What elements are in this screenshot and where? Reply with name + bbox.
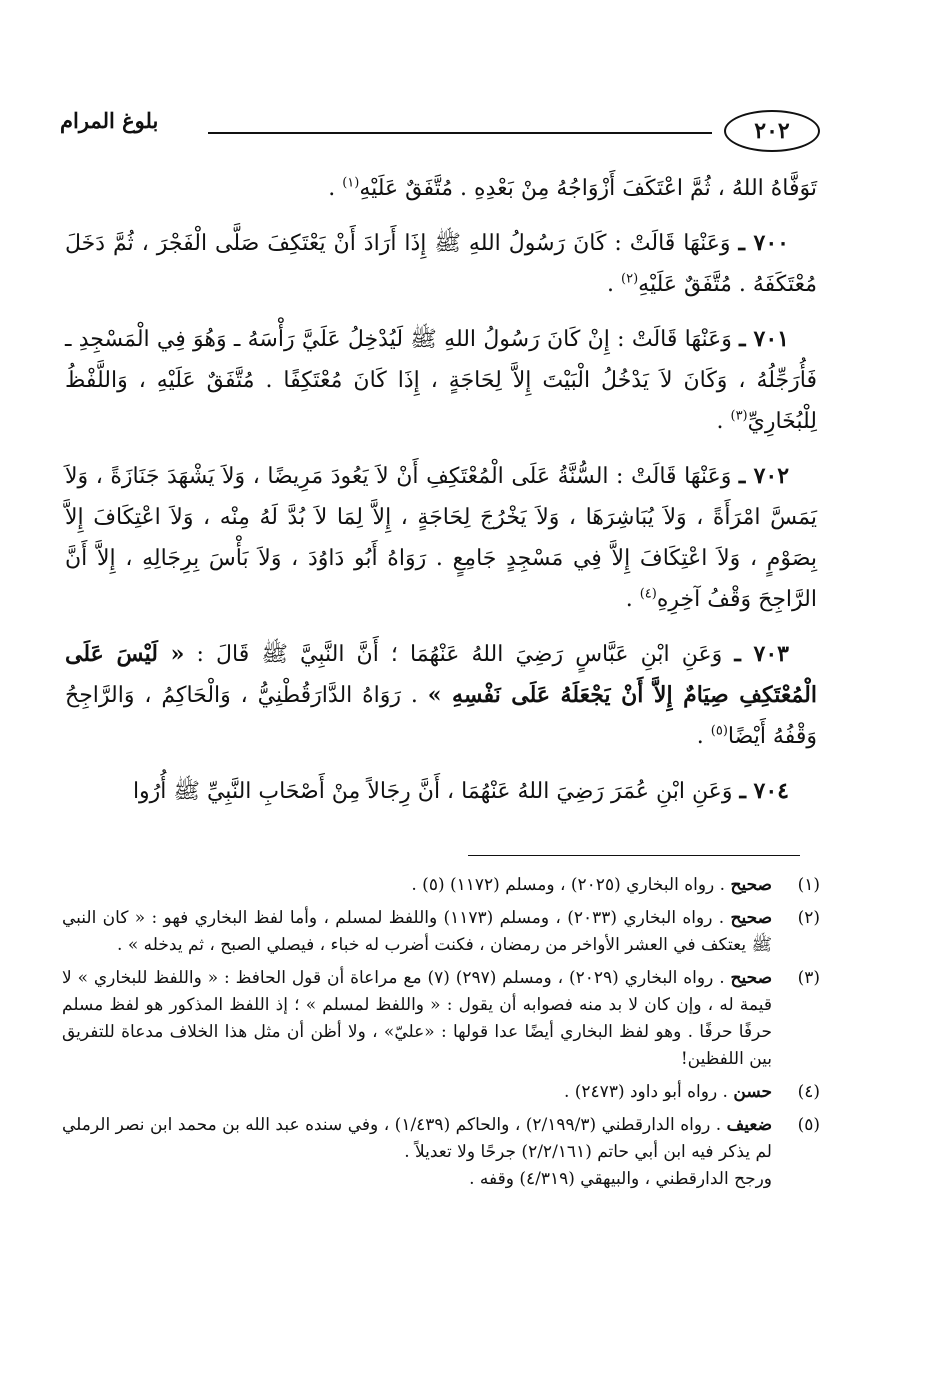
hadith-704 bbox=[65, 771, 817, 812]
footnote-ref: (٣) bbox=[730, 408, 748, 424]
footnote-ref: (٢) bbox=[621, 271, 639, 287]
hadith-number: ٧٠٤ ـ bbox=[739, 778, 789, 804]
footnote-grade: صحيح bbox=[730, 875, 772, 895]
footnote-ref: (١) bbox=[342, 175, 360, 191]
footnote-extra: ورجح الدارقطني ، والبيهقي (٤/٣١٩) وقفه . bbox=[469, 1169, 772, 1189]
header-rule bbox=[208, 132, 712, 134]
footnote-number: (١) bbox=[797, 875, 820, 895]
hadith-number: ٧٠٠ ـ bbox=[738, 230, 789, 256]
footnote-ref: (٥) bbox=[710, 723, 728, 739]
hadith-number: ٧٠٢ ـ bbox=[738, 463, 790, 489]
book-title: بلوغ المرام bbox=[60, 108, 159, 133]
footnote-grade: ضعيف bbox=[726, 1115, 773, 1135]
footnote-grade: صحيح bbox=[730, 968, 773, 988]
main-text bbox=[65, 168, 817, 826]
paragraph-text: تَوَفَّاهُ اللهُ ، ثُمَّ اعْتَكَفَ أَزْوَاجُهُ مِنْ بَعْدِهِ . مُتَّفَقٌ عَلَيْهِ bbox=[359, 176, 817, 201]
hadith-source: . رَوَاهُ الدَّارَقُطْنِيُّ ، وَالْحَاكِمُ ، وَالرَّاجِحُ وَقْفُهُ أَيْضًا bbox=[65, 683, 817, 749]
footnote-text: . رواه البخاري (٢٠٣٣) ، ومسلم (١١٧٣) واللفظ لمسلم ، وأما لفظ البخاري فهو : « كان النبي ﷺ يعتكف في العشر الأواخر من رمضان ، فكنت أضرب له خباء ، فيصلي الصبح ، ثم يدخله » . bbox=[62, 908, 772, 955]
footnote bbox=[62, 1079, 820, 1106]
footnote-text: . رواه البخاري (٢٠٢٥) ، ومسلم (١١٧٢) (٥) . bbox=[411, 875, 726, 895]
footnote bbox=[62, 872, 820, 899]
hadith-text: وَعَنْهَا قَالَتْ : إِنْ كَانَ رَسُولُ اللهِ ﷺ لَيُدْخِلُ عَلَيَّ رَأْسَهُ ـ وَهُوَ فِي الْمَسْجِدِ ـ فَأُرَجِّلُهُ ، وَكَانَ لاَ يَدْخُلُ الْبَيْتَ إِلاَّ لِحَاجَةٍ ، إِذَا كَانَ مُعْتَكِفًا . مُتَّفَقٌ عَلَيْهِ ، وَاللَّفْظُ لِلْبُخَارِيِّ bbox=[65, 327, 817, 434]
footnote bbox=[62, 1112, 820, 1193]
footnote-number: (٥) bbox=[797, 1115, 820, 1135]
hadith-702: ٧٠٢ ـ وَعَنْهَا قَالَتْ : السُّنَّةُ عَلَى الْمُعْتَكِفِ أَنْ لاَ يَعُودَ مَرِيضًا ، وَلاَ يَشْهَدَ جَنَازَةً ، وَلاَ يَمَسَّ امْرَأَةً ، وَلاَ يُبَاشِرَهَا ، وَلاَ يَخْرُجَ لِحَاجَةٍ ، إِلاَّ لِمَا لاَ بُدَّ لَهُ مِنْه ، وَلاَ اعْتِكَافَ إِلاَّ بِصَوْمٍ ، وَلاَ اعْتِكَافَ إِلاَّ فِي مَسْجِدٍ جَامِعٍ . رَوَاهُ أَبُو دَاوُدَ ، وَلاَ بَأْسَ بِرِجَالِهِ ، إِلاَّ أَنَّ الرَّاجِحَ وَقْفُ آخِرِهِ$^{(٤)}$ . bbox=[65, 463, 817, 612]
hadith-text: وَعَنِ ابْنِ عُمَرَ رَضِيَ اللهُ عَنْهُمَا ، أَنَّ رِجَالاً مِنْ أَصْحَابِ النَّبِيِّ ﷺ أُرُوا bbox=[132, 779, 733, 804]
footnote-grade: حسن bbox=[733, 1082, 772, 1102]
hadith-quote: « لَيْسَ عَلَى الْمُعْتَكِفِ صِيَامٌ إِلاَّ أَنْ يَجْعَلَهُ عَلَى نَفْسِهِ » bbox=[65, 641, 817, 708]
page-header bbox=[60, 108, 820, 152]
footnote-grade: صحيح bbox=[730, 908, 773, 928]
footnote-text: . رواه البخاري (٢٠٢٩) ، ومسلم (٢٩٧) (٧) مع مراعاة أن قول الحافظ : « واللفظ للبخاري » لا قيمة له ، وإن كان لا بد منه فصوابه أن يقول : « واللفظ لمسلم » ؛ إذ اللفظ المذكور هو لفظ مسلم حرفًا حرفًا . وهو لفظ البخاري أيضًا عدا قولها : «عليّ» ، ولا أظن أن مثل هذا الخلاف مدعاة للتفريق بين اللفظين! bbox=[62, 968, 772, 1069]
footnote-ref: (٤) bbox=[639, 586, 657, 602]
hadith-text: وَعَنْهَا قَالَتْ : السُّنَّةُ عَلَى الْمُعْتَكِفِ أَنْ لاَ يَعُودَ مَرِيضًا ، وَلاَ يَشْهَدَ جَنَازَةً ، وَلاَ يَمَسَّ امْرَأَةً ، وَلاَ يُبَاشِرَهَا ، وَلاَ يَخْرُجَ لِحَاجَةٍ ، إِلاَّ لِمَا لاَ بُدَّ لَهُ مِنْه ، وَلاَ اعْتِكَافَ إِلاَّ بِصَوْمٍ ، وَلاَ اعْتِكَافَ إِلاَّ فِي مَسْجِدٍ جَامِعٍ . رَوَاهُ أَبُو دَاوُدَ ، وَلاَ بَأْسَ بِرِجَالِهِ ، إِلاَّ أَنَّ الرَّاجِحَ وَقْفُ آخِرِهِ bbox=[65, 464, 817, 612]
hadith-number: ٧٠٣ ـ bbox=[734, 641, 789, 667]
footnote bbox=[62, 905, 820, 959]
footnote-number: (٤) bbox=[797, 1082, 820, 1102]
hadith-701: ٧٠١ ـ وَعَنْهَا قَالَتْ : إِنْ كَانَ رَسُولُ اللهِ ﷺ لَيُدْخِلُ عَلَيَّ رَأْسَهُ ـ وَهُوَ فِي الْمَسْجِدِ ـ فَأُرَجِّلُهُ ، وَكَانَ لاَ يَدْخُلُ الْبَيْتَ إِلاَّ لِحَاجَةٍ ، إِذَا كَانَ مُعْتَكِفًا . مُتَّفَقٌ عَلَيْهِ ، وَاللَّفْظُ لِلْبُخَارِيِّ$^{(٣)}$ . bbox=[65, 326, 817, 434]
footnote-text: . رواه الدارقطني (٢/١٩٩/٣) ، والحاكم (١/٤٣٩) ، وفي سنده عبد الله بن محمد ابن نصر الرملي لم يذكر فيه ابن أبي حاتم (٢/٢/١٦١) جرحًا ولا تعديلاً . bbox=[62, 1115, 772, 1162]
footnote-rule bbox=[468, 855, 800, 856]
footnotes bbox=[62, 872, 820, 1199]
hadith-703: ٧٠٣ ـ وَعَنِ ابْنِ عَبَّاسٍ رَضِيَ اللهُ عَنْهُمَا ؛ أَنَّ النَّبِيَّ ﷺ قَالَ : « لَيْسَ عَلَى الْمُعْتَكِفِ صِيَامٌ إِلاَّ أَنْ يَجْعَلَهُ عَلَى نَفْسِهِ » . رَوَاهُ الدَّارَقُطْنِيُّ ، وَالْحَاكِمُ ، وَالرَّاجِحُ وَقْفُهُ أَيْضًا$^{(٥)}$ . bbox=[65, 641, 817, 749]
footnote-number: (٣) bbox=[797, 968, 820, 988]
footnote bbox=[62, 965, 820, 1073]
hadith-text: وَعَنِ ابْنِ عَبَّاسٍ رَضِيَ اللهُ عَنْهُمَا ؛ أَنَّ النَّبِيَّ ﷺ قَالَ : bbox=[196, 642, 723, 667]
footnote-text: . رواه أبو داود (٢٤٧٣) . bbox=[563, 1082, 728, 1102]
page-number: ٢٠٢ bbox=[724, 110, 820, 152]
footnote-number: (٢) bbox=[797, 908, 820, 928]
hadith-text: وَعَنْهَا قَالَتْ : كَانَ رَسُولُ اللهِ ﷺ إِذَا أَرَادَ أَنْ يَعْتَكِفَ صَلَّى الْفَجْرَ ، ثُمَّ دَخَلَ مُعْتَكَفَهُ . مُتَّفَقٌ عَلَيْهِ bbox=[65, 231, 817, 297]
paragraph-continuation: تَوَفَّاهُ اللهُ ، ثُمَّ اعْتَكَفَ أَزْوَاجُهُ مِنْ بَعْدِهِ . مُتَّفَقٌ عَلَيْهِ$^{(١)}$ . bbox=[328, 175, 817, 201]
hadith-number: ٧٠١ ـ bbox=[739, 326, 789, 352]
hadith-700: ٧٠٠ ـ وَعَنْهَا قَالَتْ : كَانَ رَسُولُ اللهِ ﷺ إِذَا أَرَادَ أَنْ يَعْتَكِفَ صَلَّى الْفَجْرَ ، ثُمَّ دَخَلَ مُعْتَكَفَهُ . مُتَّفَقٌ عَلَيْهِ$^{(٢)}$ . bbox=[65, 230, 817, 297]
